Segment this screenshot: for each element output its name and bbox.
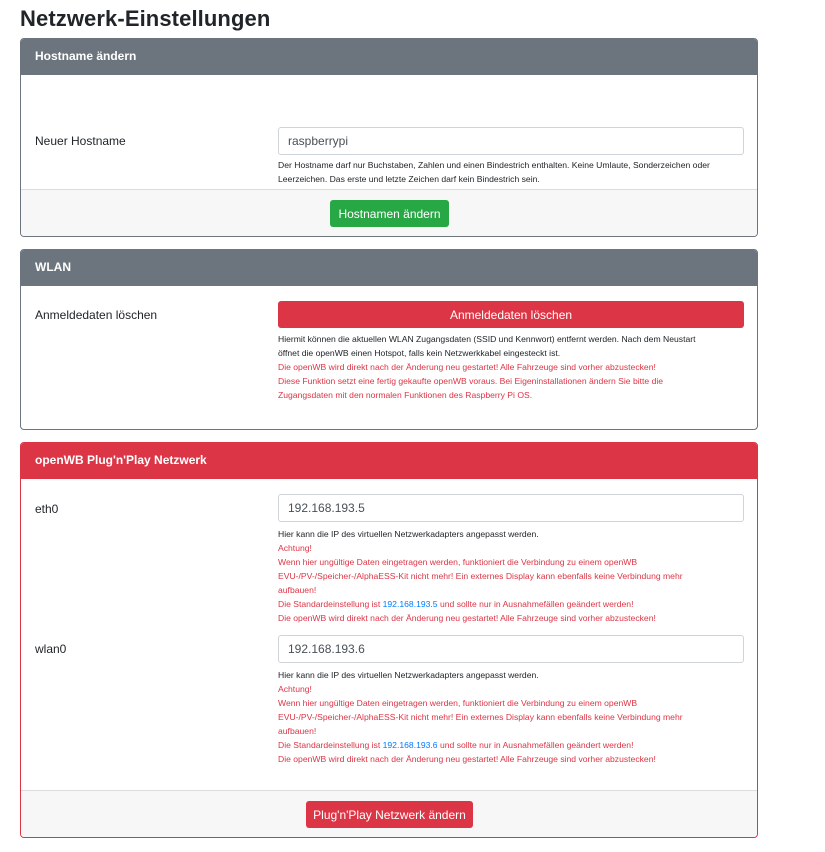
pnp-card <box>20 442 758 838</box>
wlan-credentials-label: Anmeldedaten löschen <box>35 308 158 322</box>
hostname-input[interactable] <box>278 127 744 155</box>
page-title: Netzwerk-Einstellungen <box>20 6 271 31</box>
wlan0-ip-input[interactable] <box>278 635 744 663</box>
wlan-restart-warning: Die openWB wird direkt nach der Änderung neu gestartet! Alle Fahrzeuge sind vorher abzustecken! <box>278 362 656 372</box>
eth0-warning-line: Wenn hier ungültige Daten eingetragen werden, funktioniert die Verbindung zu einem openWB <box>278 557 638 567</box>
wlan0-label: wlan0 <box>35 642 67 656</box>
eth0-default-suffix: und sollte nur in Ausnahmefällen geändert werden! <box>437 599 634 609</box>
wlan0-default-prefix: Die Standardeinstellung ist <box>278 740 383 750</box>
wlan-note-line: Zugangsdaten mit den normalen Funktionen des Raspberry Pi OS. <box>278 390 533 400</box>
hostname-row <box>21 75 757 185</box>
pnp-card-footer <box>21 790 757 837</box>
delete-credentials-button[interactable]: Anmeldedaten löschen <box>278 301 744 328</box>
wlan0-achtung: Achtung! <box>278 684 312 694</box>
wlan-help-line: öffnet die openWB einen Hotspot, falls kein Netzwerkkabel eingesteckt ist. <box>278 348 561 358</box>
wlan0-warning-line: Wenn hier ungültige Daten eingetragen werden, funktioniert die Verbindung zu einem openWB <box>278 698 638 708</box>
wlan0-help-line: Hier kann die IP des virtuellen Netzwerkadapters angepasst werden. <box>278 670 539 680</box>
eth0-default-prefix: Die Standardeinstellung ist <box>278 599 383 609</box>
wlan0-default-suffix: und sollte nur in Ausnahmefällen geändert werden! <box>437 740 634 750</box>
eth0-restart-warning: Die openWB wird direkt nach der Änderung neu gestartet! Alle Fahrzeuge sind vorher abzustecken! <box>278 613 656 623</box>
eth0-field <box>278 494 744 625</box>
wlan0-default-ip: 192.168.193.6 <box>382 740 438 750</box>
wlan0-restart-warning: Die openWB wird direkt nach der Änderung neu gestartet! Alle Fahrzeuge sind vorher abzustecken! <box>278 754 656 764</box>
eth0-warning-line: aufbauen! <box>278 585 317 595</box>
eth0-default-note <box>278 597 744 611</box>
wlan0-field <box>278 635 744 766</box>
wlan-card <box>20 249 758 430</box>
wlan-note-line: Diese Funktion setzt eine fertig gekaufte openWB voraus. Bei Eigeninstallationen ändern Sie bitte die <box>278 376 664 386</box>
wlan0-warning-line: EVU-/PV-/Speicher-/AlphaESS-Kit nicht mehr! Ein externes Display kann ebenfalls keine Verbindung mehr <box>278 712 683 722</box>
hostname-help-line: Leerzeichen. Das erste und letzte Zeichen darf kein Bindestrich sein. <box>278 174 540 184</box>
hostname-card <box>20 38 758 237</box>
wlan-credentials-field <box>278 301 744 402</box>
eth0-label: eth0 <box>35 502 59 516</box>
hostname-card-footer <box>21 189 757 236</box>
wlan-help <box>278 332 744 402</box>
eth0-warning-line: EVU-/PV-/Speicher-/AlphaESS-Kit nicht mehr! Ein externes Display kann ebenfalls keine Verbindung mehr <box>278 571 683 581</box>
wlan-card-header: WLAN <box>21 250 757 286</box>
eth0-default-ip: 192.168.193.5 <box>382 599 438 609</box>
eth0-help-line: Hier kann die IP des virtuellen Netzwerkadapters angepasst werden. <box>278 529 539 539</box>
wlan-help-line: Hiermit können die aktuellen WLAN Zugangsdaten (SSID und Kennwort) entfernt werden. Nach dem Neustart <box>278 334 696 344</box>
eth0-achtung: Achtung! <box>278 543 312 553</box>
change-pnp-network-button[interactable]: Plug'n'Play Netzwerk ändern <box>306 801 473 828</box>
hostname-help-line: Der Hostname darf nur Buchstaben, Zahlen und einen Bindestrich enthalten. Keine Umlaute, Sonderzeichen oder <box>278 160 710 170</box>
wlan0-help <box>278 668 744 766</box>
pnp-card-header: openWB Plug'n'Play Netzwerk <box>21 443 757 479</box>
hostname-label: Neuer Hostname <box>35 134 126 148</box>
wlan0-warning-line: aufbauen! <box>278 726 317 736</box>
eth0-ip-input[interactable] <box>278 494 744 522</box>
hostname-card-header: Hostname ändern <box>21 39 757 75</box>
wlan0-default-note <box>278 738 744 752</box>
eth0-help <box>278 527 744 625</box>
change-hostname-button[interactable]: Hostnamen ändern <box>330 200 449 227</box>
